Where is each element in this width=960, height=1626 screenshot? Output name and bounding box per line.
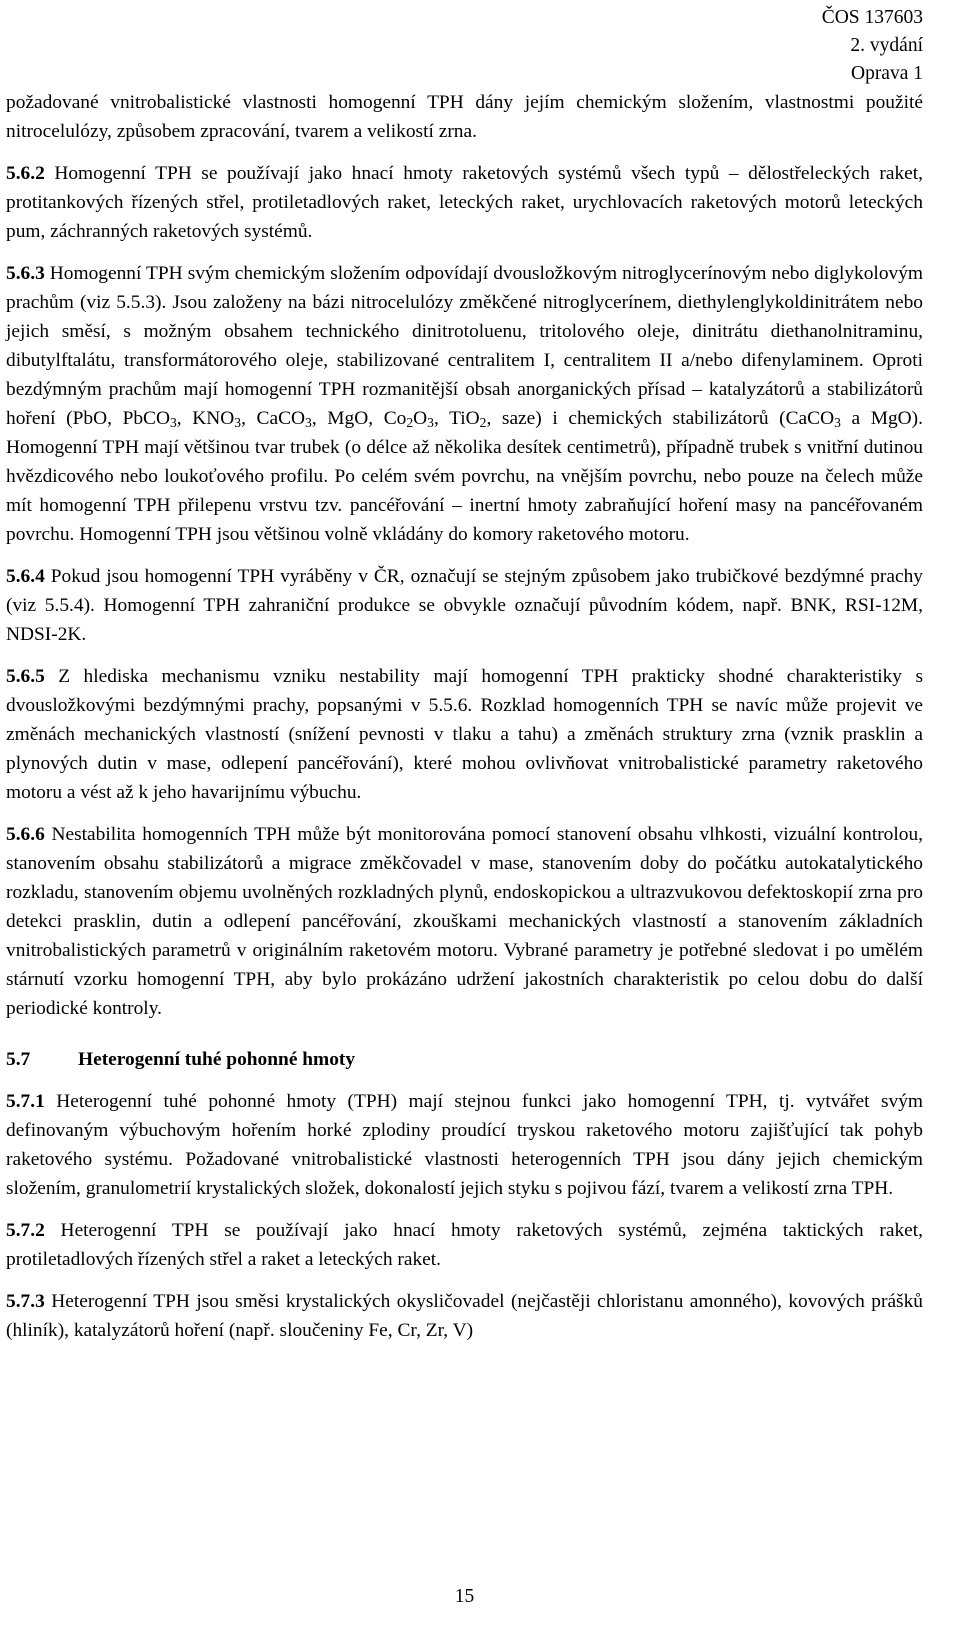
paragraph-text: Pokud jsou homogenní TPH vyráběny v ČR, označují se stejným způsobem jako trubičkové bezdýmné prachy (viz 5.5.4). Homogenní TPH zahraniční produkce se obvykle označují původním kódem, např. BNK, RSI-12M, NDSI-2K.: [6, 566, 923, 645]
section-heading-5-7: [6, 1045, 923, 1074]
page-number: 15: [454, 1586, 475, 1607]
paragraph-5-6-6: [6, 820, 923, 1023]
paragraph-5-6-2: [6, 159, 923, 246]
paragraph-5-7-1: [6, 1087, 923, 1203]
section-number: 5.6.4: [6, 566, 45, 587]
document-body: [6, 88, 923, 1345]
paragraph-text: Heterogenní TPH se používají jako hnací hmoty raketových systémů, zejména taktických raket, protiletadlových řízených střel a raket a leteckých raket.: [6, 1220, 923, 1270]
paragraph-text: Nestabilita homogenních TPH může být monitorována pomocí stanovení obsahu vlhkosti, vizuální kontrolou, stanovením obsahu stabilizátorů a migrace změkčovadel v mase, stanovením doby do počátku autokatalytického rozkladu, stanovením objemu uvolněných rozkladných plynů, endoskopickou a ultrazvukovou defektoskopií zrna pro detekci prasklin, dutin a odlepení pancéřování, zkouškami mechanických vlastností a stanovením základních vnitrobalistických parametrů v originálním raketovém motoru. Vybrané parametry je potřebné sledovat i po umělém stárnutí vzorku homogenní TPH, aby bylo prokázáno udržení jakostních charakteristik po celou dobu do další periodické kontroly.: [6, 824, 923, 1019]
paragraph-text: Heterogenní tuhé pohonné hmoty (TPH) mají stejnou funkci jako homogenní TPH, tj. vytvářet svým definovaným výbuchovým hořením horké zplodiny proudící tryskou raketového motoru zajišťující tak pohyb raketového systému. Požadované vnitrobalistické vlastnosti heterogenních TPH jsou dány jejich chemickým složením, granulometrií krystalických složek, dokonalostí jejich styku s pojivou fází, tvarem a velikostí zrna TPH.: [6, 1091, 923, 1199]
paragraph-text: Z hlediska mechanismu vzniku nestability mají homogenní TPH prakticky shodné charakteristiky s dvousložkovými bezdýmnými prachy, popsanými v 5.5.6. Rozklad homogenních TPH se navíc může projevit ve změnách mechanických vlastností (snížení pevnosti v tlaku a tahu) a změnách struktury zrna (vznik prasklin a plynových dutin v mase, odlepení pancéřování), které mohou ovlivňovat vnitrobalistické parametry raketového motoru a vést až k jeho havarijnímu výbuchu.: [6, 666, 923, 803]
paragraph-5-7-3: [6, 1287, 923, 1345]
paragraph-5-6-4: [6, 562, 923, 649]
standard-code: ČOS 137603: [821, 7, 923, 28]
section-number: 5.7.3: [6, 1291, 45, 1312]
paragraph-text: Heterogenní TPH jsou směsi krystalických okysličovadel (nejčastěji chloristanu amonného), kovových prášků (hliník), katalyzátorů hoření (např. sloučeniny Fe, Cr, Zr, V): [6, 1291, 923, 1341]
paragraph-text: Homogenní TPH se používají jako hnací hmoty raketových systémů všech typů – dělostřeleckých raket, protitankových řízených střel, protiletadlových raket, leteckých raket, urychlovacích raketových motorů leteckých pum, záchranných raketových systémů.: [6, 163, 923, 242]
section-number: 5.7.1: [6, 1091, 45, 1112]
section-number: 5.6.6: [6, 824, 45, 845]
section-number: 5.6.5: [6, 666, 45, 687]
paragraph-5-7-2: [6, 1216, 923, 1274]
paragraph-5-6-3: 5.6.3 Homogenní TPH svým chemickým složením odpovídají dvousložkovým nitroglycerínovým nebo diglykolovým prachům (viz 5.5.3). Jsou založeny na bázi nitrocelulózy změkčené nitroglycerínem, diethylenglykoldinitrátem nebo jejich směsí, s možným obsahem technického dinitrotoluenu, tritolového oleje, dinitrátu diethanolnitraminu, dibutylftalátu, transformátorového oleje, stabilizované centralitem I, centralitem II a/nebo difenylaminem. Oproti bezdýmným prachům mají homogenní TPH rozmanitější obsah anorganických přísad – katalyzátorů a stabilizátorů hoření (PbO, PbCO$_3$, $KNO_3$, CaCO$_3$, MgO, $Co_2O_3$, TiO$_2$, saze) i chemických stabilizátorů (CaCO$_3$ a MgO). Homogenní TPH mají většinou tvar trubek (o délce až několika desítek centimetrů), případně trubek s vnitřní dutinou hvězdicového nebo loukoťového profilu. Po celém svém povrchu, na vnějším povrchu, nebo pouze na čelech může mít homogenní TPH přilepenu vrstvu tzv. pancéřování – inertní hmoty zabraňující hoření masy na pancéřovaném povrchu. Homogenní TPH jsou většinou volně vkládány do komory raketového motoru.: [6, 263, 923, 545]
amendment: Oprava 1: [850, 63, 923, 84]
heading-number: 5.7: [6, 1049, 31, 1070]
heading-title: Heterogenní tuhé pohonné hmoty: [78, 1049, 356, 1070]
section-number: 5.6.3: [6, 263, 45, 284]
intro-paragraph: požadované vnitrobalistické vlastnosti homogenní TPH dány jejím chemickým složením, vlastnostmi použité nitrocelulózy, způsobem zpracování, tvarem a velikostí zrna.: [6, 92, 923, 142]
section-number: 5.7.2: [6, 1220, 45, 1241]
paragraph-5-6-5: [6, 662, 923, 807]
document-page: [6, 0, 923, 1626]
edition: 2. vydání: [850, 35, 923, 56]
section-number: 5.6.2: [6, 163, 45, 184]
document-header: [822, 4, 923, 88]
